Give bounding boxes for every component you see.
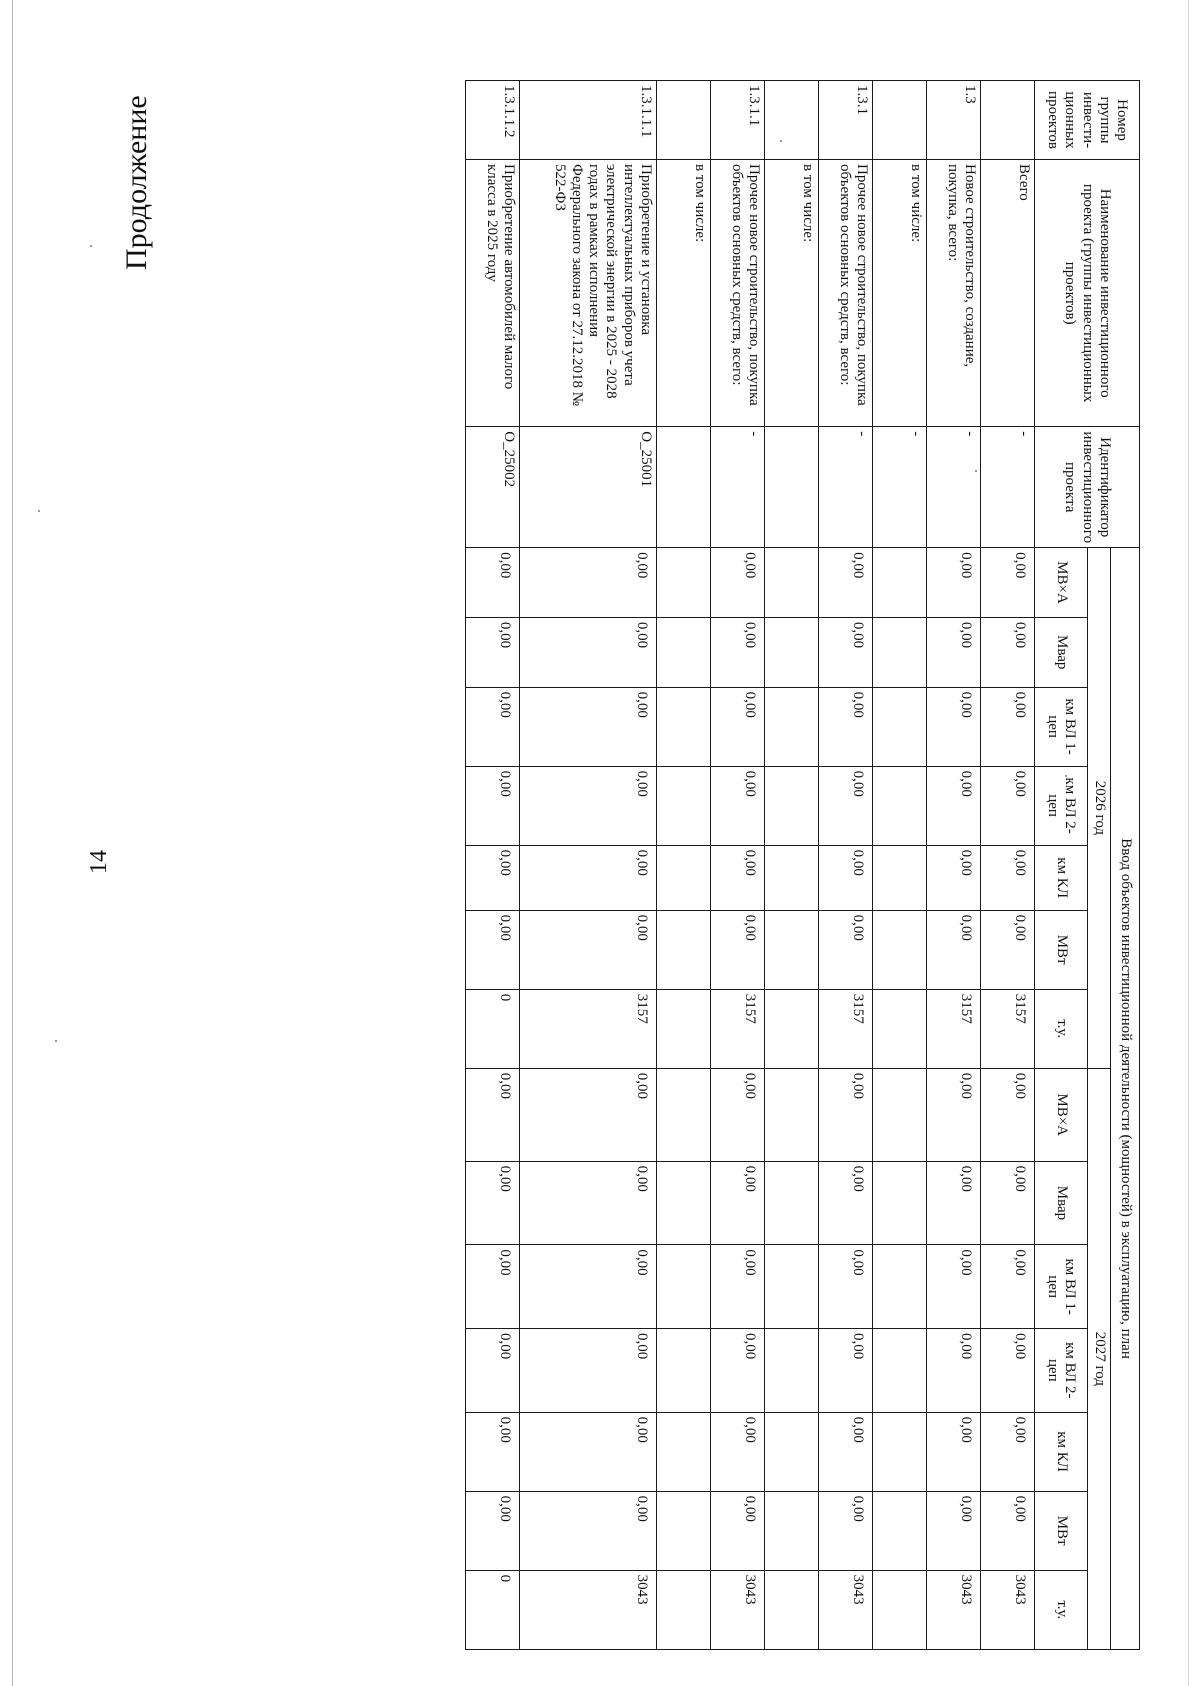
cell-2027-mvar: 0,00 — [466, 1161, 520, 1245]
cell-2027-mvar — [873, 1161, 927, 1245]
cell-2027-mw: 0,00 — [927, 1491, 981, 1570]
cell-2027-km-kl — [765, 1412, 819, 1491]
cell-2026-mva: 0,00 — [466, 548, 520, 618]
cell-2027-mvar: 0,00 — [819, 1161, 873, 1245]
cell-2026-mva: 0,00 — [711, 548, 765, 618]
header-unit-km-kl: км КЛ — [1035, 1412, 1088, 1491]
row-name: Новое строительство, создание, покупка, всего: — [927, 160, 981, 427]
cell-2026-mva: 0,00 — [981, 548, 1035, 618]
cell-2026-km-vl1: 0,00 — [711, 687, 765, 766]
row-num: 1.3 — [927, 81, 981, 160]
cell-2027-tu: 3043 — [711, 1570, 765, 1649]
cell-2026-km-vl2: 0,00 — [819, 766, 873, 845]
cell-2027-mw — [657, 1491, 711, 1570]
header-year-2027: 2027 год — [1088, 1068, 1111, 1649]
table-row — [466, 81, 520, 1650]
header-unit-km-kl: км КЛ — [1035, 845, 1088, 910]
cell-2026-km-vl2: 0,00 — [520, 766, 657, 845]
cell-2027-km-vl2: 0,00 — [819, 1328, 873, 1412]
header-unit-mva: МВ×А — [1035, 1068, 1088, 1161]
cell-2026-km-vl2 — [873, 766, 927, 845]
row-num — [765, 81, 819, 160]
cell-2026-km-vl2: 0,00 — [711, 766, 765, 845]
header-unit-km-vl1: км ВЛ 1-цеп — [1035, 687, 1088, 766]
row-name: Всего — [981, 160, 1035, 427]
header-unit-tu: т.у. — [1035, 1570, 1088, 1649]
row-num — [657, 81, 711, 160]
table-row — [657, 81, 711, 1650]
cell-2027-mw: 0,00 — [520, 1491, 657, 1570]
header-unit-mvar: Мвар — [1035, 1161, 1088, 1245]
cell-2026-km-kl: 0,00 — [927, 845, 981, 910]
cell-2026-tu — [765, 989, 819, 1068]
row-num — [981, 81, 1035, 160]
cell-2027-tu — [657, 1570, 711, 1649]
cell-2027-tu — [765, 1570, 819, 1649]
cell-2027-km-vl2: 0,00 — [466, 1328, 520, 1412]
cell-2026-km-kl: 0,00 — [819, 845, 873, 910]
cell-2027-mva — [765, 1068, 819, 1161]
cell-2027-mva: 0,00 — [711, 1068, 765, 1161]
cell-2027-tu: 3043 — [927, 1570, 981, 1649]
cell-2027-mva: 0,00 — [927, 1068, 981, 1161]
cell-2027-km-kl — [657, 1412, 711, 1491]
cell-2026-km-vl2: 0,00 — [981, 766, 1035, 845]
cell-2027-km-vl2 — [657, 1328, 711, 1412]
cell-2026-mw — [765, 910, 819, 989]
cell-2026-km-vl1 — [657, 687, 711, 766]
cell-2027-mva: 0,00 — [981, 1068, 1035, 1161]
cell-2027-km-vl1: 0,00 — [927, 1245, 981, 1329]
cell-2026-mvar — [657, 617, 711, 687]
cell-2027-km-vl2: 0,00 — [520, 1328, 657, 1412]
cell-2027-km-kl: 0,00 — [466, 1412, 520, 1491]
row-id — [765, 427, 819, 548]
scan-speck — [55, 1040, 57, 1042]
header-unit-mw: МВт — [1035, 1491, 1088, 1570]
cell-2027-mw — [765, 1491, 819, 1570]
row-id: - — [819, 427, 873, 548]
row-id — [657, 427, 711, 548]
cell-2027-mw: 0,00 — [466, 1491, 520, 1570]
cell-2027-km-kl: 0,00 — [819, 1412, 873, 1491]
cell-2027-mva: 0,00 — [466, 1068, 520, 1161]
cell-2026-tu: 3157 — [981, 989, 1035, 1068]
row-name: в том числе: — [765, 160, 819, 427]
cell-2026-km-vl1: 0,00 — [466, 687, 520, 766]
header-project-name: Наименование инвестиционного проекта (группы инвестиционных проектов) — [1035, 160, 1140, 427]
cell-2026-mvar: 0,00 — [819, 617, 873, 687]
cell-2026-mva — [765, 548, 819, 618]
cell-2027-km-vl1: 0,00 — [520, 1245, 657, 1329]
cell-2027-km-vl1: 0,00 — [819, 1245, 873, 1329]
cell-2026-mva: 0,00 — [927, 548, 981, 618]
row-id: - — [873, 427, 927, 548]
row-name: Приобретение и установка интеллектуальных приборов учета электрической энергии в 2025 - 2028 годах в рамках исполнения Федерального закона от 27.12.2018 № 522-ФЗ — [520, 160, 657, 427]
cell-2027-mw: 0,00 — [819, 1491, 873, 1570]
header-project-id: Идентификатор инвестиционного проекта — [1035, 427, 1140, 548]
scan-edge-left — [12, 0, 13, 1686]
cell-2026-km-vl1 — [765, 687, 819, 766]
row-id: - — [927, 427, 981, 548]
scan-edge-right — [1188, 0, 1189, 1686]
table-row — [711, 81, 765, 1650]
table-row — [873, 81, 927, 1650]
cell-2026-tu: 0 — [466, 989, 520, 1068]
cell-2026-km-kl: 0,00 — [711, 845, 765, 910]
page-number: 14 — [86, 850, 112, 874]
cell-2027-mva — [873, 1068, 927, 1161]
cell-2026-tu: 3157 — [819, 989, 873, 1068]
cell-2026-mvar: 0,00 — [981, 617, 1035, 687]
cell-2026-mvar — [873, 617, 927, 687]
cell-2026-km-vl2: 0,00 — [927, 766, 981, 845]
table-row — [520, 81, 657, 1650]
cell-2026-mva — [873, 548, 927, 618]
row-name: в том числе: — [873, 160, 927, 427]
cell-2027-km-vl2 — [765, 1328, 819, 1412]
continuation-label: Продолжение — [120, 95, 153, 270]
cell-2027-mva: 0,00 — [520, 1068, 657, 1161]
cell-2027-km-kl: 0,00 — [711, 1412, 765, 1491]
cell-2026-mvar: 0,00 — [711, 617, 765, 687]
row-num — [873, 81, 927, 160]
cell-2026-mw: 0,00 — [819, 910, 873, 989]
row-name: в том числе: — [657, 160, 711, 427]
cell-2026-mva: 0,00 — [520, 548, 657, 618]
header-group-number: Номер группы инвести-ционных проектов — [1035, 81, 1140, 160]
cell-2026-mw: 0,00 — [981, 910, 1035, 989]
cell-2026-mw: 0,00 — [520, 910, 657, 989]
cell-2026-km-kl: 0,00 — [981, 845, 1035, 910]
cell-2027-mva: 0,00 — [819, 1068, 873, 1161]
cell-2027-mvar — [765, 1161, 819, 1245]
cell-2027-tu: 3043 — [819, 1570, 873, 1649]
cell-2027-km-vl1: 0,00 — [466, 1245, 520, 1329]
row-name: Прочее новое строительство, покупка объектов основных средств, всего: — [819, 160, 873, 427]
cell-2027-mvar — [657, 1161, 711, 1245]
cell-2027-km-vl1: 0,00 — [981, 1245, 1035, 1329]
cell-2027-km-vl2 — [873, 1328, 927, 1412]
cell-2026-km-vl1 — [873, 687, 927, 766]
cell-2026-mw: 0,00 — [927, 910, 981, 989]
row-num: 1.3.1.1.2 — [466, 81, 520, 160]
cell-2026-mvar: 0,00 — [466, 617, 520, 687]
investment-table — [465, 80, 1140, 1650]
cell-2026-km-vl2 — [657, 766, 711, 845]
cell-2026-km-vl1: 0,00 — [819, 687, 873, 766]
cell-2027-km-vl1 — [765, 1245, 819, 1329]
row-num: 1.3.1.1.1 — [520, 81, 657, 160]
cell-2026-mw — [873, 910, 927, 989]
row-num: 1.3.1 — [819, 81, 873, 160]
header-commissioning: Ввод объектов инвестиционной деятельности (мощностей) в эксплуатацию, план — [1111, 548, 1140, 1650]
cell-2027-km-vl2: 0,00 — [927, 1328, 981, 1412]
table-row — [819, 81, 873, 1650]
cell-2027-km-kl — [873, 1412, 927, 1491]
cell-2026-km-kl — [765, 845, 819, 910]
cell-2027-km-vl1: 0,00 — [711, 1245, 765, 1329]
cell-2027-mva — [657, 1068, 711, 1161]
cell-2027-tu: 3043 — [520, 1570, 657, 1649]
header-unit-km-vl2: км ВЛ 2-цеп — [1035, 1328, 1088, 1412]
row-name: Прочее новое строительство, покупка объектов основных средств, всего: — [711, 160, 765, 427]
cell-2026-tu: 3157 — [520, 989, 657, 1068]
cell-2026-tu — [873, 989, 927, 1068]
rotated-table-container — [140, 80, 1140, 1650]
row-id: - — [981, 427, 1035, 548]
cell-2027-mvar: 0,00 — [711, 1161, 765, 1245]
cell-2026-km-vl2: 0,00 — [466, 766, 520, 845]
cell-2027-mvar: 0,00 — [981, 1161, 1035, 1245]
cell-2026-mvar: 0,00 — [927, 617, 981, 687]
cell-2027-km-kl: 0,00 — [520, 1412, 657, 1491]
scan-speck — [90, 245, 92, 247]
cell-2026-mva: 0,00 — [819, 548, 873, 618]
cell-2026-tu: 3157 — [711, 989, 765, 1068]
header-unit-mva: МВ×А — [1035, 548, 1088, 618]
cell-2026-mvar — [765, 617, 819, 687]
row-num: 1.3.1.1 — [711, 81, 765, 160]
header-unit-km-vl2: км ВЛ 2-цеп — [1035, 766, 1088, 845]
cell-2026-tu: 3157 — [927, 989, 981, 1068]
cell-2026-mva — [657, 548, 711, 618]
cell-2027-km-kl: 0,00 — [981, 1412, 1035, 1491]
cell-2026-km-kl: 0,00 — [520, 845, 657, 910]
cell-2027-tu: 0 — [466, 1570, 520, 1649]
cell-2027-mw: 0,00 — [981, 1491, 1035, 1570]
cell-2026-km-kl — [873, 845, 927, 910]
row-id: O_25001 — [520, 427, 657, 548]
table-row — [927, 81, 981, 1650]
header-unit-mvar: Мвар — [1035, 617, 1088, 687]
cell-2026-mw: 0,00 — [711, 910, 765, 989]
cell-2027-km-vl1 — [873, 1245, 927, 1329]
table-row — [765, 81, 819, 1650]
cell-2026-km-kl: 0,00 — [466, 845, 520, 910]
cell-2027-mvar: 0,00 — [520, 1161, 657, 1245]
cell-2026-km-vl1: 0,00 — [981, 687, 1035, 766]
cell-2027-mw — [873, 1491, 927, 1570]
row-name: Приобретение автомобилей малого класса в 2025 году — [466, 160, 520, 427]
cell-2027-km-vl2: 0,00 — [981, 1328, 1035, 1412]
cell-2026-tu — [657, 989, 711, 1068]
cell-2026-mvar: 0,00 — [520, 617, 657, 687]
cell-2026-mw — [657, 910, 711, 989]
cell-2027-km-vl1 — [657, 1245, 711, 1329]
table-row — [981, 81, 1035, 1650]
cell-2026-km-kl — [657, 845, 711, 910]
cell-2027-mvar: 0,00 — [927, 1161, 981, 1245]
cell-2027-mw: 0,00 — [711, 1491, 765, 1570]
cell-2027-km-vl2: 0,00 — [711, 1328, 765, 1412]
header-unit-tu: т.у. — [1035, 989, 1088, 1068]
header-year-2026: 2026 год — [1088, 548, 1111, 1069]
cell-2026-km-vl1: 0,00 — [520, 687, 657, 766]
row-id: - — [711, 427, 765, 548]
header-unit-mw: МВт — [1035, 910, 1088, 989]
cell-2027-km-kl: 0,00 — [927, 1412, 981, 1491]
cell-2027-tu — [873, 1570, 927, 1649]
row-id: O_25002 — [466, 427, 520, 548]
scan-speck — [38, 510, 40, 512]
cell-2026-km-vl1: 0,00 — [927, 687, 981, 766]
cell-2026-mw: 0,00 — [466, 910, 520, 989]
header-unit-km-vl1: км ВЛ 1-цеп — [1035, 1245, 1088, 1329]
cell-2027-tu: 3043 — [981, 1570, 1035, 1649]
cell-2026-km-vl2 — [765, 766, 819, 845]
